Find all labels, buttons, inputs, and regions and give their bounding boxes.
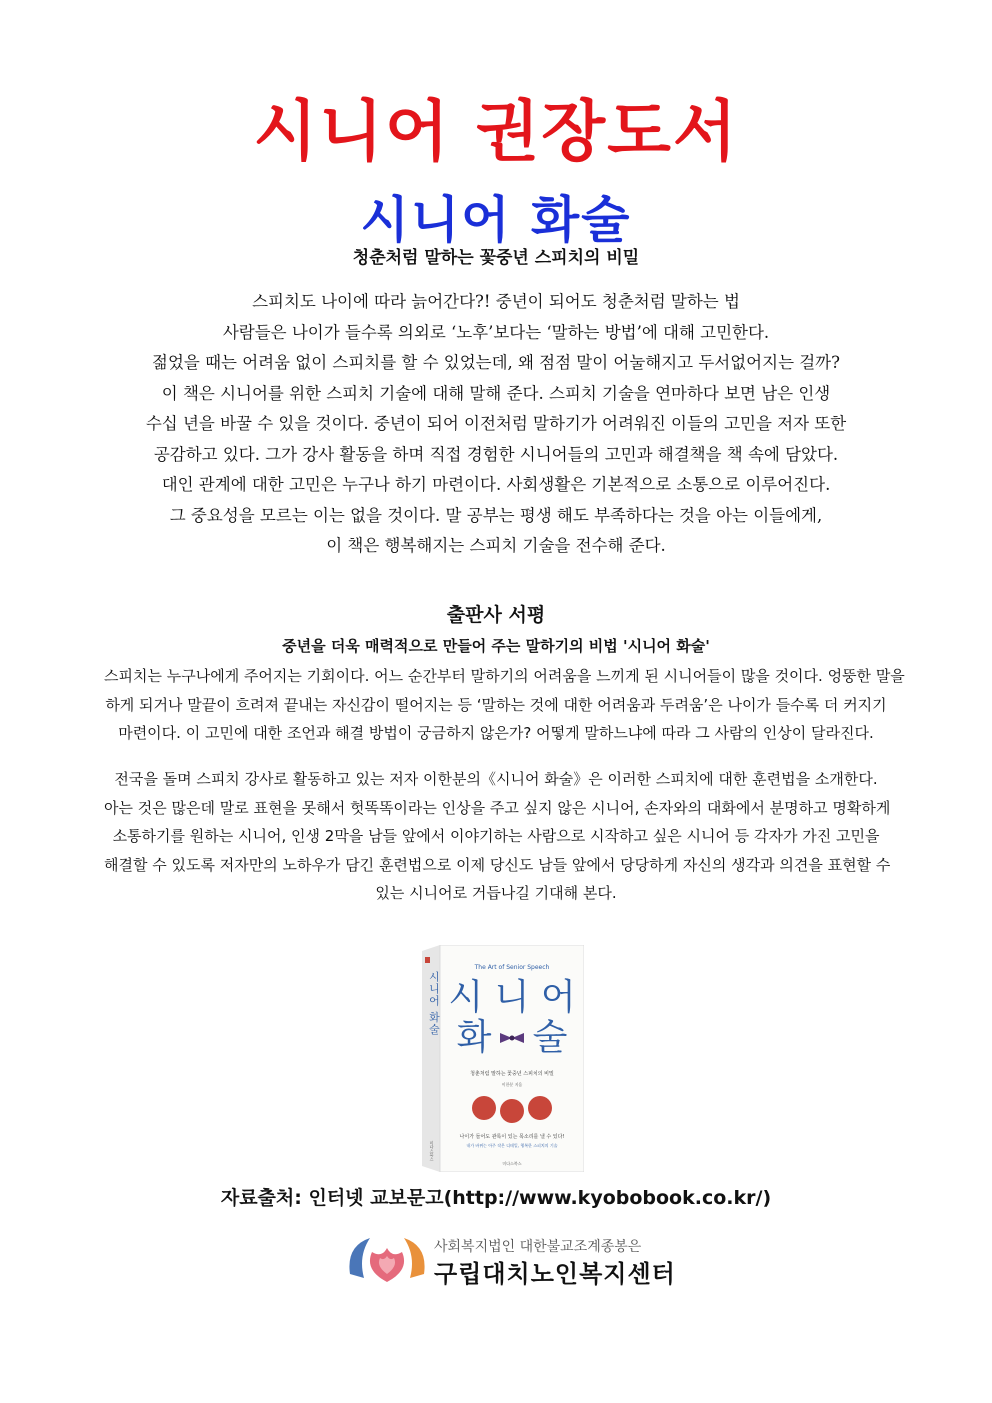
review-line: 있는 시니어로 거듭나길 기대해 본다. — [375, 884, 617, 902]
cover-publisher: 미다스북스 — [502, 1161, 522, 1166]
review-line: 스피치는 누구나에게 주어지는 기회이다. 어느 순간부터 말하기의 어려움을 느끼게 된 시니어들이 많을 것이다. 엉뚱한 말을 — [104, 667, 905, 685]
intro-line: 대인 관계에 대한 고민은 누구나 하기 마련이다. 사회생활은 기본적으로 소통으로 이루어진다. — [161, 475, 831, 494]
review-line: 하게 되거나 말끝이 흐려져 끝내는 자신감이 떨어지는 등 ‘말하는 것에 대한 어려움과 두려움’은 나이가 들수록 더 커지기 — [105, 695, 887, 714]
intro-line: 공감하고 있다. 그가 강사 활동을 하며 직접 경험한 시니어들의 고민과 해결책을 책 속에 담았다. — [153, 444, 839, 464]
intro-line: 이 책은 행복해지는 스피치 기술을 전수해 준다. — [326, 536, 666, 555]
logo-foundation-name: 사회복지법인 대한불교조계종봉은 — [434, 1239, 642, 1255]
cover-author: 이한분 지음 — [501, 1082, 523, 1087]
intro-line: 스피치도 나이에 따라 늙어간다?! 중년이 되어도 청춘처럼 말하는 법 — [252, 292, 740, 311]
review-line: 해결할 수 있도록 저자만의 노하우가 담긴 훈련법으로 이제 당신도 남들 앞에서 당당하게 자신의 생각과 의견을 표현할 수 — [104, 855, 891, 874]
book-cover-image — [422, 945, 584, 1172]
intro-text — [110, 287, 882, 562]
intro-line: 그 중요성을 모르는 이는 없을 것이다. 말 공부는 평생 해도 부족하다는 것을 아는 이들에게, — [169, 505, 823, 525]
review-line: 소통하기를 원하는 시니어, 인생 2막을 남들 앞에서 이야기하는 사람으로 시작하고 싶은 시니어 등 각자가 가진 고민을 — [112, 827, 880, 845]
logo-center-name: 구립대치노인복지센터 — [434, 1260, 676, 1288]
cover-tagline: 나이가 들어도 관록이 있는 목소리를 낼 수 있다! — [459, 1134, 565, 1140]
source-citation: 자료출처: 인터넷 교보문고(http://www.kyobobook.co.kr/) — [220, 1187, 772, 1209]
book-title: 시니어 화술 — [360, 191, 632, 249]
book-subtitle: 청춘처럼 말하는 꽃중년 스피치의 비밀 — [352, 248, 640, 268]
spine-title: 시니어 화술 — [427, 971, 441, 1036]
cover-title-right: 술 — [532, 1017, 568, 1058]
review-paragraph-2 — [104, 765, 891, 908]
page-title: 시니어 권장도서 — [253, 93, 739, 170]
center-logo — [342, 1228, 676, 1288]
cover-circle — [472, 1096, 496, 1120]
intro-line: 이 책은 시니어를 위한 스피치 기술에 대해 말해 준다. 스피치 기술을 연마하다 보면 남은 인생 — [161, 383, 831, 403]
review-line: 아는 것은 많은데 말로 표현을 못해서 헛똑똑이라는 인상을 주고 싶지 않은 시니어, 손자와의 대화에서 분명하고 명확하게 — [104, 798, 891, 817]
cover-english-title: The Art of Senior Speech — [474, 964, 550, 971]
cover-tagline-2: 내가 바뀌는 아주 작은 디테일, 행복한 스피치의 기술 — [466, 1143, 558, 1148]
cover-subtitle: 청춘처럼 말하는 꽃중년 스피치의 비밀 — [470, 1071, 554, 1077]
review-line: 마련이다. 이 고민에 대한 조언과 해결 방법이 궁금하지 않은가? 어떻게 말하느냐에 따라 그 사람의 인상이 달라진다. — [118, 724, 874, 742]
cover-title-line1: 시 니 어 — [448, 977, 576, 1018]
lotus-logo-icon — [342, 1228, 432, 1288]
intro-line: 수십 년을 바꿀 수 있을 것이다. 중년이 되어 이전처럼 말하기가 어려워진 이들의 고민을 저자 또한 — [145, 414, 847, 433]
spine-mark — [425, 957, 430, 963]
review-line: 전국을 돌며 스피치 강사로 활동하고 있는 저자 이한분의《시니어 화술》은 이러한 스피치에 대한 훈련법을 소개한다. — [114, 770, 878, 788]
intro-line: 젊었을 때는 어려움 없이 스피치를 할 수 있었는데, 왜 점점 말이 어눌해지고 두서없어지는 걸까? — [152, 353, 840, 372]
spine-publisher: 미다스북스 — [429, 1141, 435, 1161]
publisher-review-subheading: 중년을 더욱 매력적으로 만들어 주는 말하기의 비법 '시니어 화술' — [282, 637, 710, 655]
cover-title-left: 화 — [456, 1017, 492, 1058]
review-paragraph-1 — [104, 662, 905, 748]
cover-circle — [528, 1096, 552, 1120]
cover-circle — [500, 1099, 524, 1123]
intro-line: 사람들은 나이가 들수록 의외로 ‘노후’보다는 ‘말하는 방법’에 대해 고민한다. — [222, 322, 770, 342]
publisher-review-heading: 출판사 서평 — [446, 604, 546, 626]
